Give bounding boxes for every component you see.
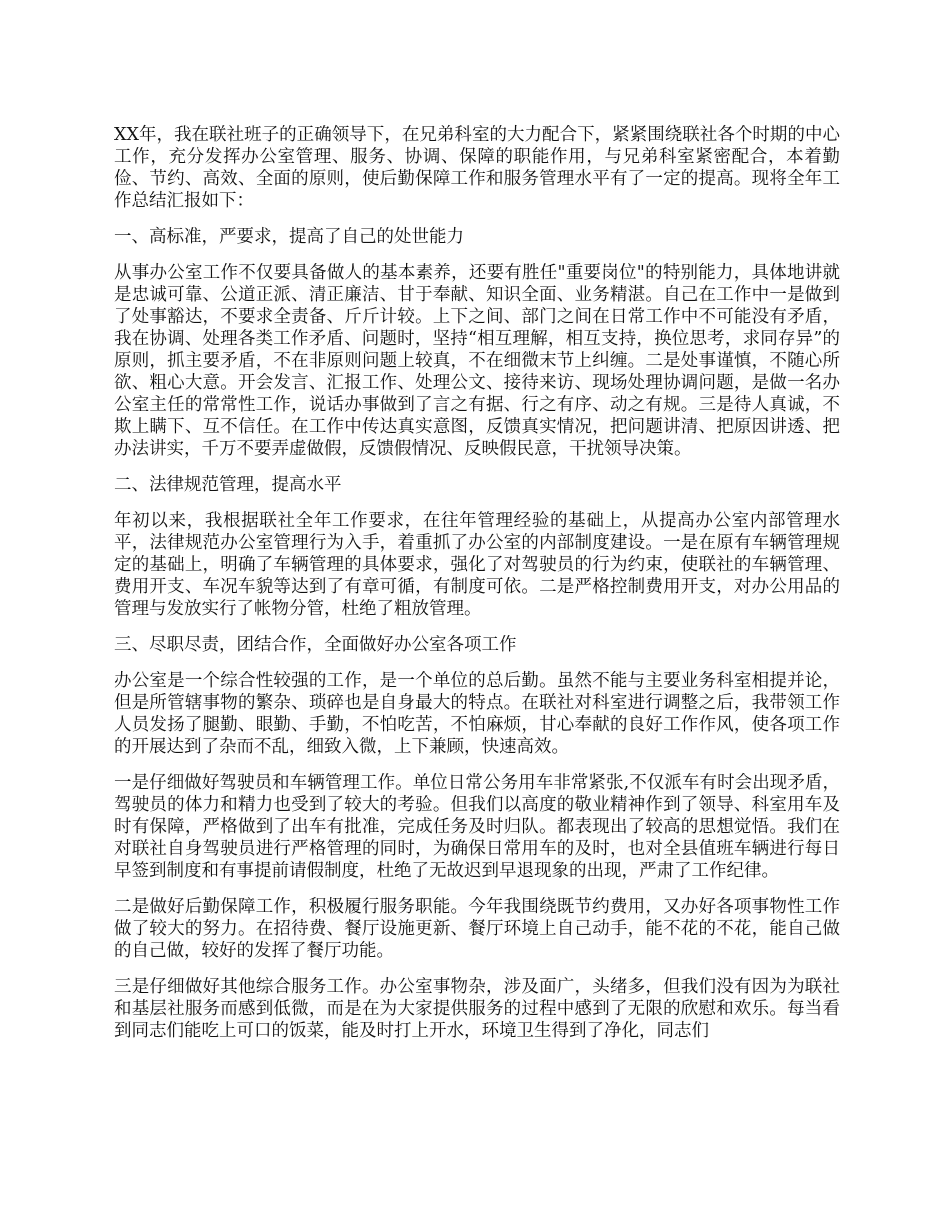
section-2-paragraph: 年初以来，我根据联社全年工作要求，在往年管理经验的基础上，从提高办公室内部管理水平，法律规范办公室管理行为入手，着重抓了办公室的内部制度建设。一是在原有车辆管理规定的基础上，明确了车辆管理的具体要求，强化了对驾驶员的行为约束，使联社的车辆管理、费用开支、车况车貌等达到了有章可循，有制度可依。二是严格控制费用开支，对办公用品的管理与发放实行了帐物分管，杜绝了粗放管理。 [114,511,840,619]
document-page [114,124,840,1056]
section-3-item-1-paragraph: 一是仔细做好驾驶员和车辆管理工作。单位日常公务用车非常紧张,不仅派车有时会出现矛盾，驾驶员的体力和精力也受到了较大的考验。但我们以高度的敬业精神作到了领导、科室用车及时有保障，严格做到了出车有批准，完成任务及时归队。都表现出了较高的思想觉悟。我们在对联社自身驾驶员进行严格管理的同时，为确保日常用车的及时，也对全县值班车辆进行每日早签到制度和有事提前请假制度，杜绝了无故迟到早退现象的出现，严肃了工作纪律。 [114,773,840,881]
section-heading-2: 二、法律规范管理，提高水平 [114,475,342,495]
intro-paragraph: XX年，我在联社班子的正确领导下，在兄弟科室的大力配合下，紧紧围绕联社各个时期的中心工作，充分发挥办公室管理、服务、协调、保障的职能作用，与兄弟科室紧密配合，本着勤俭、节约、高效、全面的原则，使后勤保障工作和服务管理水平有了一定的提高。现将全年工作总结汇报如下： [114,125,840,211]
section-1-paragraph: 从事办公室工作不仅要具备做人的基本素养，还要有胜任"重要岗位"的特别能力，具体地讲就是忠诚可靠、公道正派、清正廉洁、甘于奉献、知识全面、业务精湛。自己在工作中一是做到了处事豁达，不要求全责备、斤斤计较。上下之间、部门之间在日常工作中不可能没有矛盾，我在协调、处理各类工作矛盾、问题时，坚持“相互理解，相互支持，换位思考，求同存异”的原则，抓主要矛盾，不在非原则问题上较真，不在细微末节上纠缠。二是处事谨慎，不随心所欲、粗心大意。开会发言、汇报工作、处理公文、接待来访、现场处理协调问题，是做一名办公室主任的常常性工作，说话办事做到了言之有据、行之有序、动之有规。三是待人真诚，不欺上瞒下、互不信任。在工作中传达真实意图，反馈真实情况，把问题讲清、把原因讲透、把办法讲实，千万不要弄虚做假，反馈假情况、反映假民意，干扰领导决策。 [114,263,840,459]
section-heading-3: 三、尽职尽责，团结合作，全面做好办公室各项工作 [114,635,517,655]
section-3-paragraph: 办公室是一个综合性较强的工作，是一个单位的总后勤。虽然不能与主要业务科室相提并论，但是所管辖事物的繁杂、琐碎也是自身最大的特点。在联社对科室进行调整之后，我带领工作人员发扬了腿勤、眼勤、手勤，不怕吃苦，不怕麻烦，甘心奉献的良好工作作风，使各项工作的开展达到了杂而不乱，细致入微，上下兼顾，快速高效。 [114,671,840,757]
section-3-item-2-paragraph: 二是做好后勤保障工作，积极履行服务职能。今年我围绕既节约费用，又办好各项事物性工作做了较大的努力。在招待费、餐厅设施更新、餐厅环境上自己动手，能不花的不花，能自己做的自己做，较好的发挥了餐厅功能。 [114,897,840,961]
section-3-item-3-paragraph: 三是仔细做好其他综合服务工作。办公室事物杂，涉及面广，头绪多，但我们没有因为为联社和基层社服务而感到低微，而是在为大家提供服务的过程中感到了无限的欣慰和欢乐。每当看到同志们能吃上可口的饭菜，能及时打上开水，环境卫生得到了净化，同志们 [114,977,840,1041]
section-heading-1: 一、高标准，严要求，提高了自己的处世能力 [114,227,464,247]
